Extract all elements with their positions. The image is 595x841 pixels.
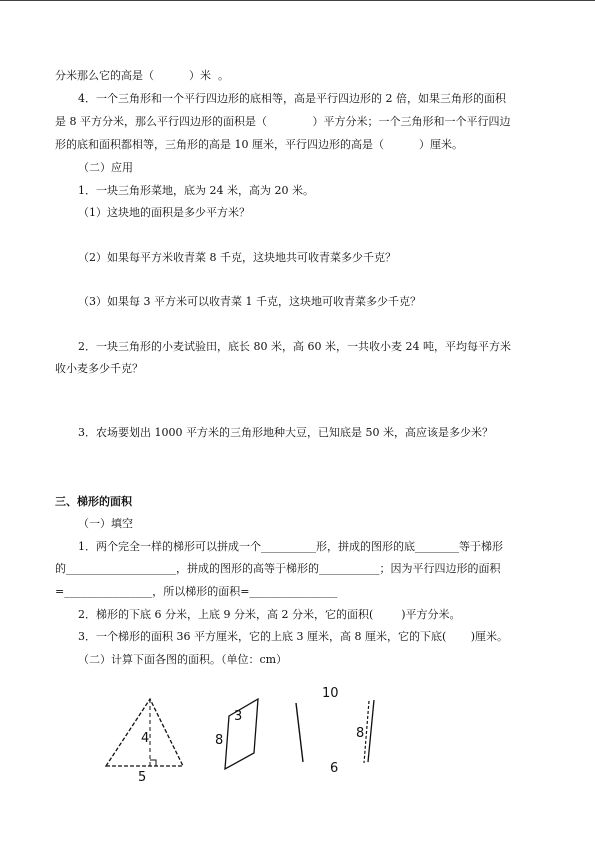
text-line: 收小麦多少千克？ [55, 362, 143, 375]
triangle-right-angle-mark [150, 760, 156, 766]
text-line: （一）填空 [78, 517, 133, 530]
text-line: 三、梯形的面积 [55, 495, 132, 508]
triangle-base-label: 5 [138, 770, 147, 785]
text-line: 4．一个三角形和一个平行四边形的底相等，高是平行四边形的 2 倍，如果三角形的面积 [78, 92, 506, 105]
text-line: （二）应用 [78, 161, 133, 174]
text-line: （1）这块地的面积是多少平方米？ [78, 206, 250, 219]
text-line: 形的底和面积都相等，三角形的高是 10 厘米，平行四边形的高是（ ）厘米。 [55, 138, 463, 151]
trapezoid-top-label: 10 [322, 686, 339, 701]
text-line: =________________，所以梯形的面积=________________ [55, 585, 338, 598]
text-line: 1．一块三角形菜地，底为 24 米，高为 20 米。 [78, 184, 314, 197]
text-line: 2．梯形的下底 6 分米，上底 9 分米，高 2 分米，它的面积( )平方分米。 [78, 608, 461, 621]
trapezoid-bottom-label: 6 [330, 761, 339, 776]
parallelogram-top-label: 3 [234, 709, 243, 724]
text-line: 的____________________，拼成的图形的高等于梯形的___________；因为平行四边形的面积 [55, 562, 501, 575]
trapezoid-height-label: 8 [356, 726, 365, 741]
text-line: （3）如果每 3 平方米可以收青菜 1 千克，这块地可收青菜多少千克？ [78, 295, 421, 308]
trapezoid-left-edge [296, 703, 303, 762]
text-line: （二）计算下面各图的面积。（单位：cm） [78, 653, 288, 666]
text-line: 1．两个完全一样的梯形可以拼成一个__________形，拼成的图形的底________等于梯形 [78, 540, 503, 553]
text-line: 3．农场要划出 1000 平方米的三角形地种大豆，已知底是 50 米，高应该是多少米？ [78, 426, 493, 439]
trapezoid-figure [296, 686, 374, 776]
triangle-figure [106, 699, 183, 785]
text-line: 是 8 平方分米，那么平行四边形的面积是（ ）平方分米；一个三角形和一个平行四边 [55, 115, 511, 128]
parallelogram-figure [215, 699, 258, 769]
text-line: 分米那么它的高是（ ）米 。 [55, 69, 229, 82]
parallelogram-side-label: 8 [215, 733, 224, 748]
triangle-height-label: 4 [141, 731, 150, 746]
text-line: 3．一个梯形的面积 36 平方厘米，它的上底 3 厘米，高 8 厘米，它的下底( )厘米。 [78, 630, 509, 643]
text-line: （2）如果每平方米收青菜 8 千克，这块地共可收青菜多少千克？ [78, 251, 396, 264]
trapezoid-right-edge [368, 700, 374, 762]
text-line: 2．一块三角形的小麦试验田，底长 80 米，高 60 米，一共收小麦 24 吨，平均每平方米 [78, 340, 511, 353]
